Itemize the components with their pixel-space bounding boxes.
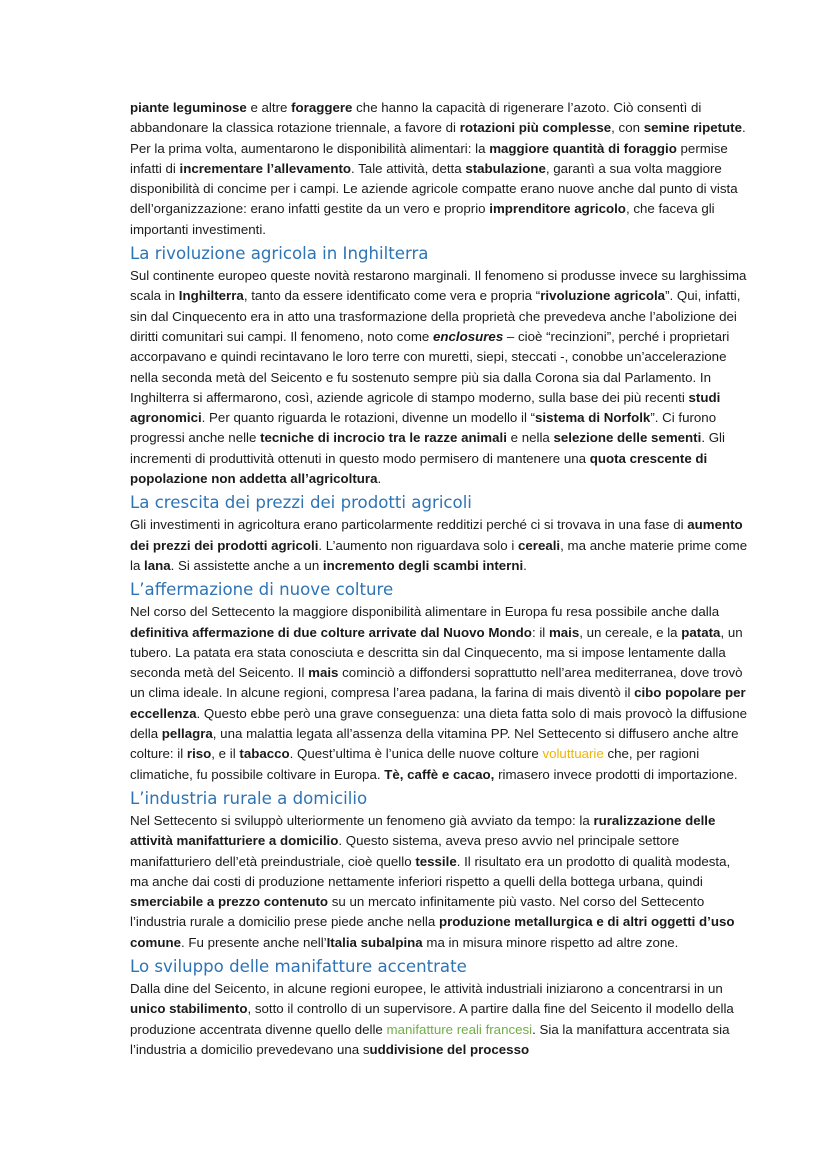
bold-text: mais [548, 624, 580, 640]
section-heading-rivoluzione-agricola: La rivoluzione agricola in Inghilterra [130, 244, 429, 264]
highlight-text-yellow: voluttuarie [542, 746, 604, 762]
bold-italic-text: enclosures [433, 328, 504, 344]
bold-text: tabacco [239, 746, 290, 762]
bold-text: uddivisione del processo [369, 1041, 530, 1057]
bold-text: lana [144, 557, 171, 573]
text: – cioè “recinzioni”, perché i proprietari accorpavano e quindi recintavano le loro terre con muretti, siepi, steccati -, conobbe un’accelerazione nella seconda metà del Seicento e fu sostenuto sempre più sia dalla Corona sia dal Parlamento. In Inghilterra si affermarono, così, aziende agricole di stampo moderno, sulla base dei più recenti [130, 328, 730, 405]
text: che hanno la capacità di rigenerare l’azoto. Ciò consentì di abbandonare la classica rotazione triennale, a favore di [130, 100, 702, 136]
section-paragraph-rivoluzione-agricola [130, 266, 750, 489]
bold-text: definitiva affermazione di due colture arrivate dal Nuovo Mondo [130, 624, 532, 640]
text: . Tale attività, detta [351, 160, 466, 176]
section-paragraph-manifatture-accentrate [130, 979, 750, 1060]
bold-text: incremento degli scambi interni [322, 557, 524, 573]
bold-text: smerciabile a prezzo contenuto [130, 894, 329, 910]
text: e altre [246, 100, 292, 115]
text: e nella [506, 430, 554, 446]
bold-text: rotazioni più complesse [459, 120, 612, 136]
text: ”. Qui, infatti, sin dal Cinquecento era in atto una trasformazione della proprietà che prevedeva anche l’abolizione dei diritti comunitari sui campi. Il fenomeno, noto come [130, 288, 741, 344]
text: , un cereale, e la [579, 624, 682, 640]
document-page [130, 98, 750, 1060]
text: . Fu presente anche nell’ [180, 934, 327, 950]
text: che, per ragioni climatiche, fu possibile coltivare in Europa. [130, 746, 700, 782]
bold-text: cereali [517, 537, 561, 553]
text: Nel corso del Settecento la maggiore disponibilità alimentare in Europa fu resa possibile anche dalla [130, 604, 720, 620]
bold-text: aumento dei prezzi dei prodotti agricoli [130, 517, 743, 553]
text: , che faceva gli importanti investimenti. [130, 201, 715, 237]
bold-text: rivoluzione agricola [540, 288, 666, 304]
text: , e il [211, 746, 240, 762]
text: : il [531, 624, 549, 640]
bold-text: piante leguminose [130, 100, 247, 115]
section-heading-industria-rurale: L’industria rurale a domicilio [130, 788, 368, 808]
section-heading-manifatture-accentrate: Lo sviluppo delle manifatture accentrate [130, 956, 467, 976]
text: . Questo sistema, aveva preso avvio nel principale settore manifatturiero dell’età preindustriale, cioè quello [130, 833, 680, 869]
text: . Questo ebbe però una grave conseguenza: una dieta fatta solo di mais provocò la diffusione della [130, 705, 747, 742]
text: . Gli incrementi di produttività ottenuti in questo modo permisero di mantenere una [130, 430, 725, 466]
bold-text: incrementare l’allevamento [179, 160, 351, 176]
text: ma in misura minore rispetto ad altre zone. [422, 934, 679, 950]
text: . [377, 471, 382, 487]
text: , garantì a sua volta maggiore disponibilità di concime per i campi. Le aziende agricole compatte erano nuove anche dal punto di vista dell’organizzazione: erano infatti gestite da un vero e proprio [130, 160, 738, 217]
text: cominciò a diffondersi soprattutto nell’area mediterranea, dove trovò un clima ideale. In alcune regioni, compresa l’area padana, la farina di mais diventò il [130, 665, 743, 701]
text: . Il risultato era un prodotto di qualità modesta, ma anche dai costi di produzione nettamente inferiori rispetto a quelli della bottega urbana, quindi [130, 853, 731, 889]
bold-text: studi agronomici [130, 389, 721, 426]
text: permise infatti di [130, 140, 728, 176]
text: Dalla dine del Seicento, in alcune regioni europee, le attività industriali iniziarono a concentrarsi in un [130, 980, 723, 996]
text: , una malattia legata all’assenza della vitamina PP. Nel Settecento si diffusero anche altre colture: il [130, 726, 739, 762]
section-paragraph-nuove-colture [130, 602, 750, 785]
text: . [523, 557, 527, 573]
highlight-text-green: manifatture reali francesi [386, 1021, 533, 1037]
text: . Per la prima volta, aumentarono le disponibilità alimentari: la [130, 120, 746, 156]
bold-text: Italia subalpina [326, 934, 423, 950]
bold-text: unico stabilimento [130, 1001, 248, 1017]
text: . Quest’ultima è l’unica delle nuove colture [289, 746, 543, 762]
bold-text: selezione delle sementi [553, 430, 702, 446]
text: , un tubero. La patata era stata conosciuta e descritta sin dal Cinquecento, ma si impose lentamente dalla seconda metà del Seicento. Il [130, 624, 743, 681]
bold-text: Inghilterra [178, 288, 244, 304]
section-heading-crescita-prezzi: La crescita dei prezzi dei prodotti agricoli [130, 493, 472, 513]
bold-text: produzione metallurgica e di altri oggetti d’uso comune [130, 914, 735, 950]
section-paragraph-industria-rurale [130, 811, 750, 953]
bold-text: quota crescente di popolazione non addetta all’agricoltura [130, 450, 708, 487]
bold-text: pellagra [161, 726, 213, 742]
section-heading-nuove-colture: L’affermazione di nuove colture [130, 580, 394, 600]
text: , ma anche materie prime come la [130, 537, 748, 573]
bold-text: Tè, caffè e cacao, [384, 766, 495, 782]
bold-text: stabulazione [465, 160, 546, 176]
text: su un mercato infinitamente più vasto. Nel corso del Settecento l’industria rurale a domicilio prese piede anche nella [130, 894, 705, 930]
section-paragraph-crescita-prezzi [130, 515, 750, 576]
text: Gli investimenti in agricoltura erano particolarmente redditizi perché ci si trovava in una fase di [130, 517, 688, 533]
text: ”. Ci furono progressi anche nelle [130, 410, 717, 446]
bold-text: cibo popolare per eccellenza [130, 685, 746, 721]
bold-text: tessile [415, 853, 457, 869]
bold-text: patata [681, 624, 721, 640]
text: . Per quanto riguarda le rotazioni, divenne un modello il “ [201, 410, 536, 426]
text: . Si assistette anche a un [170, 557, 323, 573]
text: Nel Settecento si sviluppò ulteriormente un fenomeno già avviato da tempo: la [130, 812, 594, 828]
text: Sul continente europeo queste novità restarono marginali. Il fenomeno si produsse invece su larghissima scala in [130, 268, 747, 304]
bold-text: riso [186, 746, 212, 762]
text: , con [611, 120, 644, 136]
intro-paragraph [130, 98, 750, 240]
bold-text: imprenditore agricolo [489, 201, 626, 217]
text: . Sia la manifattura accentrata sia l’industria a domicilio prevedevano una s [130, 1021, 730, 1057]
text: . L’aumento non riguardava solo i [318, 537, 518, 553]
bold-text: tecniche di incrocio tra le razze animali [260, 430, 507, 446]
text: , tanto da essere identificato come vera e propria “ [243, 288, 541, 304]
bold-text: maggiore quantità di foraggio [489, 140, 677, 156]
bold-text: foraggere [291, 100, 353, 115]
bold-text: ruralizzazione delle attività manifatturiere a domicilio [130, 812, 716, 849]
text: rimasero invece prodotti di importazione. [494, 766, 738, 782]
bold-text: semine ripetute [643, 120, 742, 136]
bold-text: mais [308, 665, 339, 681]
text: , sotto il controllo di un supervisore. A partire dalla fine del Seicento il modello della produzione accentrata divenne quello delle [130, 1001, 734, 1037]
bold-text: sistema di Norfolk [535, 410, 651, 426]
